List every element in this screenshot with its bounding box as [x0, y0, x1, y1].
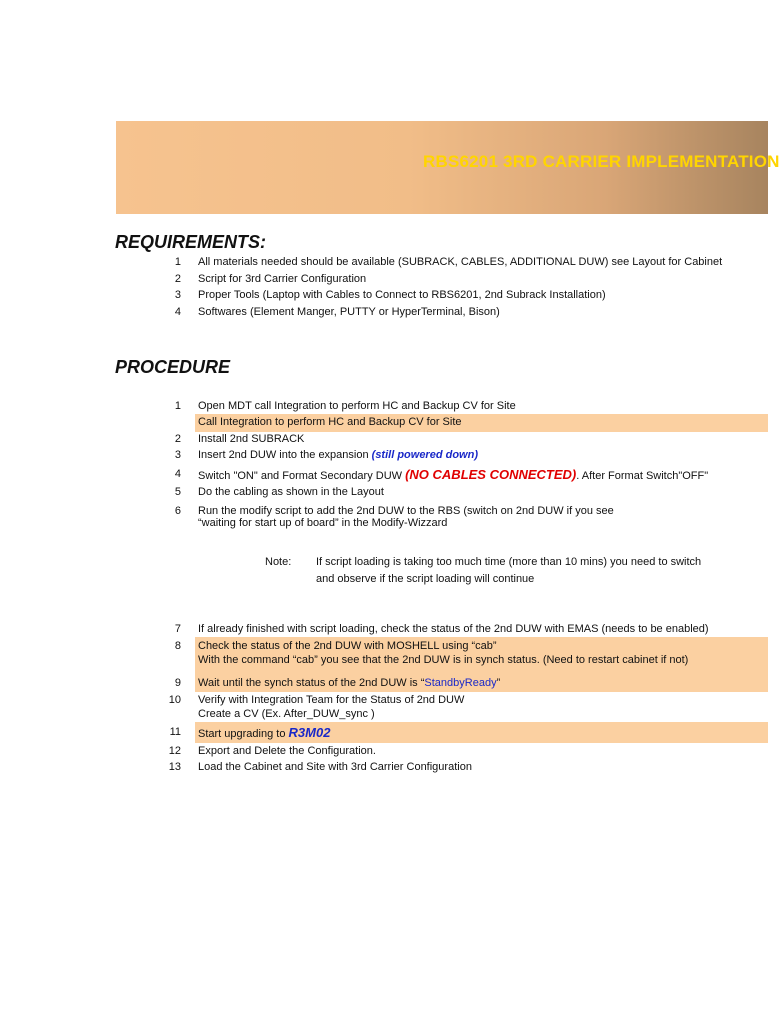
note-label: Note: — [265, 556, 292, 568]
step-text: Open MDT call Integration to perform HC and Backup CV for Site — [198, 400, 516, 412]
step-number: 3 — [174, 449, 181, 461]
step-1 — [0, 398, 768, 415]
step-text-line2: “waiting for start up of board” in the Modify-Wizzard — [198, 517, 448, 529]
step-6-cont — [0, 515, 768, 532]
step-number: 5 — [174, 486, 181, 498]
step-text: Do the cabling as shown in the Layout — [198, 486, 384, 498]
requirements-heading: REQUIREMENTS: — [115, 232, 267, 252]
step-number: 7 — [174, 623, 181, 635]
item-text: Softwares (Element Manger, PUTTY or HyperTerminal, Bison) — [198, 306, 500, 318]
step-text: Call Integration to perform HC and Backup CV for Site — [198, 416, 462, 428]
step-number: 4 — [174, 468, 181, 480]
step-text — [198, 675, 695, 692]
step-number: 6 — [174, 505, 181, 517]
item-number: 4 — [174, 306, 181, 318]
item-number: 1 — [174, 256, 181, 268]
step-number: 11 — [169, 726, 181, 738]
step-text-line2: With the command “cab” you see that the 2nd DUW is in synch status. (Need to restart cabinet if not) — [198, 654, 689, 666]
step-1-sub — [0, 414, 768, 431]
note-text-line1: If script loading is taking too much time (more than 10 mins) you need to switch — [316, 556, 702, 568]
step-text: Install 2nd SUBRACK — [198, 433, 305, 445]
step-5 — [0, 484, 768, 501]
document-title: RBS6201 3RD CARRIER IMPLEMENTATION — [423, 152, 780, 171]
warning-text: (NO CABLES CONNECTED) — [405, 467, 577, 482]
procedure-heading: PROCEDURE — [115, 357, 231, 377]
item-text: Script for 3rd Carrier Configuration — [198, 273, 367, 285]
step-12 — [0, 743, 768, 760]
step-text-tail: ” — [496, 677, 501, 689]
item-number: 3 — [174, 289, 181, 301]
item-text: Proper Tools (Laptop with Cables to Connect to RBS6201, 2nd Subrack Installation) — [198, 289, 606, 301]
note-text-line2: and observe if the script loading will continue — [316, 573, 535, 585]
step-number: 13 — [168, 761, 181, 773]
step-text-main: Wait until the synch status of the 2nd DUW is “ — [198, 677, 425, 689]
step-2 — [0, 431, 768, 448]
step-7 — [0, 621, 768, 638]
step-text-main: Switch "ON" and Format Secondary DUW — [198, 470, 406, 482]
step-text: Export and Delete the Configuration. — [198, 745, 376, 757]
step-text — [198, 466, 709, 485]
step-text — [198, 724, 695, 743]
step-4 — [0, 466, 768, 483]
step-text-line2: Create a CV (Ex. After_DUW_sync ) — [198, 708, 375, 720]
step-number: 2 — [174, 433, 181, 445]
status-text: StandbyReady — [424, 677, 497, 689]
step-number: 9 — [174, 677, 181, 689]
step-number: 8 — [174, 640, 181, 652]
step-number: 12 — [168, 745, 181, 757]
step-text-line1: Verify with Integration Team for the Status of 2nd DUW — [198, 694, 465, 706]
step-10-cont — [0, 706, 768, 723]
step-text-main: Start upgrading to — [198, 728, 289, 740]
step-text: If already finished with script loading, check the status of the 2nd DUW with EMAS (needs to be enabled) — [198, 623, 709, 635]
step-number: 10 — [168, 694, 181, 706]
step-number: 1 — [174, 400, 181, 412]
emphasis-text: (still powered down) — [371, 449, 478, 461]
step-3 — [0, 447, 768, 464]
step-text-main: Insert 2nd DUW into the expansion — [198, 449, 372, 461]
item-number: 2 — [174, 273, 181, 285]
item-text: All materials needed should be available (SUBRACK, CABLES, ADDITIONAL DUW) see Layout for Cabinet — [198, 256, 723, 268]
step-text-line1: Run the modify script to add the 2nd DUW to the RBS (switch on 2nd DUW if you see — [198, 505, 614, 517]
version-text: R3M02 — [288, 725, 331, 740]
step-9 — [0, 675, 768, 692]
step-13 — [0, 759, 768, 776]
step-text — [198, 447, 695, 464]
step-8-cont — [0, 652, 768, 669]
step-11 — [0, 724, 768, 741]
step-text-tail: . After Format Switch"OFF" — [576, 470, 709, 482]
step-text-line1: Check the status of the 2nd DUW with MOSHELL using “cab” — [198, 640, 497, 652]
step-text: Load the Cabinet and Site with 3rd Carrier Configuration — [198, 761, 472, 773]
